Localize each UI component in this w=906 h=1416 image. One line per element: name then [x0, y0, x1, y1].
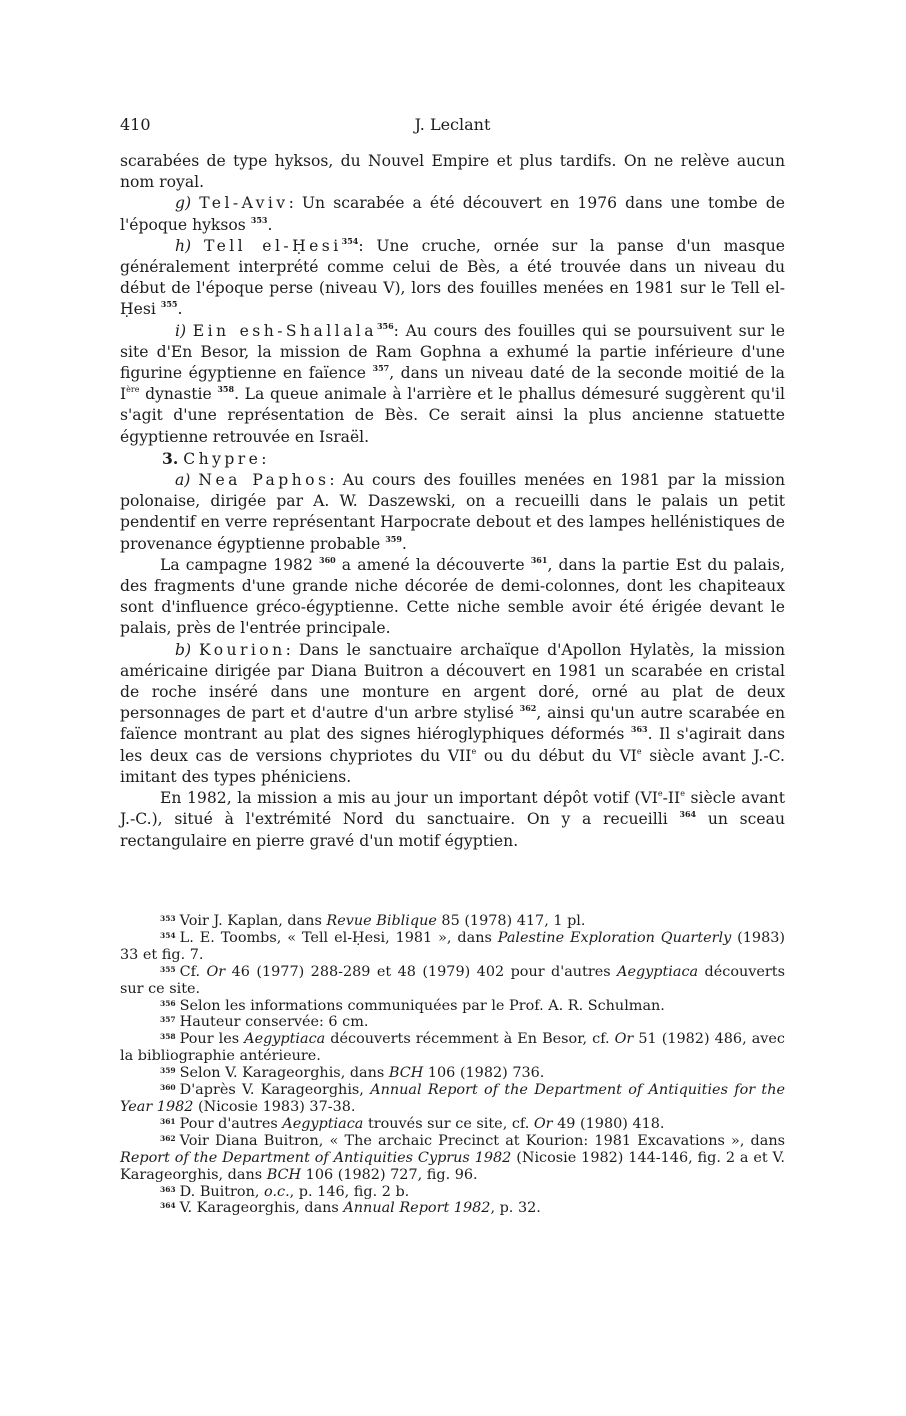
- footnote-number: 357: [160, 1015, 176, 1025]
- page-number: 410: [120, 115, 151, 134]
- text-span: , dans la partie Est du palais, des fragments d'une grande niche décorée de demi-colonnes, dont les chapiteaux sont d'influence gréco-égyptienne. Cette niche semble avoir été érigée devant le palais, près de l'entrée principale.: [120, 555, 785, 638]
- italic-title: Aegyptiaca: [617, 963, 699, 980]
- text-span: , p. 32.: [490, 1200, 541, 1217]
- italic-title: Palestine Exploration Quarterly: [497, 929, 732, 946]
- paragraph-tel-aviv: g) Tel-Aviv: Un scarabée a été découvert en 1976 dans une tombe de l'époque hyksos $^{353}$.: [120, 194, 785, 234]
- text-span: , ainsi qu'un autre scarabée en faïence montrant au plat des signes hiéroglyphiques déformés: [120, 704, 785, 744]
- italic-title: Or: [614, 1031, 634, 1048]
- footnote-number: 354: [160, 930, 176, 940]
- paragraph-ein-esh-shallala: [120, 321, 785, 448]
- text-span: . Il s'agirait dans les deux cas de versions chypriotes du VII: [120, 725, 785, 765]
- footnote-ref: 353: [250, 214, 268, 225]
- text-span: Hauteur conservée: 6 cm.: [179, 1014, 369, 1031]
- ordinal-suffix: ère: [126, 385, 140, 395]
- site-name: Kourion: [199, 640, 286, 659]
- text-span: découverts sur ce site.: [120, 963, 785, 997]
- text-span: 46 (1977) 288-289 et 48 (1979) 402 pour d'autres: [225, 963, 618, 980]
- footnote-number: 358: [160, 1032, 176, 1042]
- footnote-358: [120, 1031, 785, 1065]
- italic-title: Report of the Department of Antiquities Cyprus 1982: [120, 1149, 512, 1166]
- text-span: dynastie: [139, 385, 212, 404]
- text-span: : Au cours des fouilles menées en 1981 par la mission polonaise, dirigée par A. W. Daszewski, on a recueilli dans le palais un petit pendentif en verre représentant Harpocrate debout et des lampes hellénistiques de provenance égyptienne probable: [120, 471, 785, 553]
- item-label: i): [175, 321, 187, 340]
- footnote-number: 359: [160, 1066, 176, 1076]
- paragraph-campagne-1982: [120, 555, 785, 640]
- text-span: 85 (1978) 417, 1 pl.: [436, 913, 586, 929]
- footnote-353: [120, 913, 785, 930]
- text-span: (1983) 33 et fig. 7.: [120, 929, 786, 963]
- footnote-ref: 357: [372, 363, 390, 374]
- footnote-361: [120, 1116, 785, 1133]
- site-name: Nea Paphos: [198, 471, 330, 490]
- footnote-number: 360: [160, 1083, 176, 1093]
- footnote-ref: 364: [679, 809, 697, 820]
- text-span: scarabées de type hyksos, du Nouvel Empire et plus tardifs. On ne relève aucun nom royal.: [120, 152, 785, 192]
- running-title: J. Leclant: [414, 115, 491, 134]
- section-heading-chypre: 3. Chypre:: [162, 448, 267, 468]
- footnote-ref: 363: [630, 724, 648, 735]
- text-span: D'après V. Karageorghis,: [179, 1082, 371, 1099]
- item-label: h): [175, 236, 192, 255]
- text-span: 49 (1980) 418.: [552, 1115, 665, 1132]
- italic-title: BCH: [388, 1065, 424, 1082]
- text-span: ou du début du VI: [476, 746, 637, 765]
- text-span: D. Buitron,: [179, 1183, 265, 1200]
- footnote-364: [120, 1200, 785, 1217]
- footnote-360: [120, 1082, 785, 1116]
- footnote-ref: 359: [385, 533, 402, 544]
- footnote-number: 353: [160, 914, 176, 923]
- italic-title: BCH: [266, 1166, 302, 1183]
- text-span: 106 (1982) 727, fig. 96.: [301, 1166, 478, 1183]
- item-label: b): [175, 640, 192, 659]
- footnote-ref: 361: [530, 554, 548, 565]
- footnote-355: [120, 964, 785, 998]
- paragraph-tell-el-hesi: h) Tell el-Ḥesi$^{354}$: Une cruche, ornée sur la panse d'un masque généralement interprété comme celui de Bès, a été trouvée dans un niveau du début de l'époque perse (niveau V), lors des fouilles menées en 1981 sur le Tell el-Ḥesi $^{355}$.: [120, 235, 785, 319]
- site-name: Tell el-Ḥesi: [203, 236, 342, 255]
- text-span: : Un scarabée a été découvert en 1976 dans une tombe de l'époque hyksos: [120, 194, 785, 234]
- footnote-ref: 355: [160, 299, 178, 310]
- text-span: 106 (1982) 736.: [423, 1065, 545, 1082]
- paragraph-continued: [120, 151, 785, 193]
- italic-title: o.c.: [264, 1183, 290, 1200]
- text-span: En 1982, la mission a mis au jour un important dépôt votif (VI: [160, 789, 658, 808]
- text-span: L. E. Toombs, « Tell el-Ḥesi, 1981 », dans: [179, 929, 498, 946]
- text-span: La campagne 1982: [160, 555, 313, 574]
- text-span: Selon V. Karageorghis, dans: [179, 1065, 389, 1082]
- footnote-357: [120, 1014, 785, 1031]
- section-title: Chypre: [183, 449, 262, 468]
- italic-title: Aegyptiaca: [282, 1115, 364, 1132]
- text-span: Voir J. Kaplan, dans: [179, 913, 327, 929]
- footnote-359: [120, 1065, 785, 1082]
- item-label: a): [175, 471, 191, 490]
- footnote-363: [120, 1184, 785, 1201]
- footnote-number: 362: [160, 1133, 176, 1143]
- paragraph-nea-paphos: a) Nea Paphos: Au cours des fouilles menées en 1981 par la mission polonaise, dirigée par A. W. Daszewski, on a recueilli dans le palais un petit pendentif en verre représentant Harpocrate debout et des lampes hellénistiques de provenance égyptienne probable $^{359}$.: [120, 471, 785, 553]
- footnote-number: 363: [160, 1184, 176, 1194]
- text-span: Voir Diana Buitron, « The archaic Precinct at Kourion: 1981 Excavations », dans: [179, 1132, 785, 1149]
- footnote-ref: 356: [376, 320, 394, 331]
- footnote-ref: 360: [319, 554, 336, 565]
- text-span: siècle avant J.-C. imitant des types phéniciens.: [120, 746, 785, 786]
- footnote-number: 356: [160, 998, 176, 1008]
- text-span: Selon les informations communiquées par le Prof. A. R. Schulman.: [179, 997, 665, 1014]
- text-span: : Une cruche, ornée sur la panse d'un masque généralement interprété comme celui de Bès, a été trouvée dans un niveau du début de l'époque perse (niveau V), lors des fouilles menées en 1981 sur le Tell el-Ḥesi: [120, 236, 785, 319]
- text-span: a amené la découverte: [335, 555, 525, 574]
- text-span: Pour les: [179, 1031, 245, 1048]
- text-span: Pour d'autres: [179, 1115, 283, 1132]
- ordinal-suffix: e: [471, 746, 477, 756]
- italic-title: Annual Report 1982: [343, 1200, 491, 1217]
- text-span: (Nicosie 1982) 144-146, fig. 2 a et V. Karageorghis, dans: [120, 1149, 786, 1183]
- text-span: : Dans le sanctuaire archaïque d'Apollon Hylatès, la mission américaine dirigée par Diana Buitron a découvert en 1981 un scarabée en cristal de roche inséré dans une monture en argent doré, orné au plat de deux personnages de part et d'autre d'un arbre stylisé: [120, 640, 785, 723]
- footnote-ref: 362: [519, 703, 537, 714]
- footnote-number: 361: [160, 1116, 176, 1126]
- italic-title: Revue Biblique: [326, 913, 437, 929]
- footnotes: [120, 913, 785, 1217]
- footnote-ref: 354: [341, 235, 359, 246]
- paragraph-kourion: [120, 640, 785, 788]
- text-span: Cf.: [179, 963, 207, 980]
- footnote-ref: 358: [217, 384, 235, 395]
- text-span: V. Karageorghis, dans: [179, 1200, 344, 1217]
- item-label: g): [175, 194, 192, 213]
- italic-title: Or: [206, 963, 226, 980]
- text-span: . La queue animale à l'arrière et le phallus démesuré suggèrent qu'il s'agit d'une représentation de Bès. Ce serait ainsi la plus ancienne statuette égyptienne retrouvée en Israël.: [120, 385, 785, 446]
- footnote-362: [120, 1133, 785, 1184]
- body-text: [120, 151, 785, 852]
- footnote-number: 355: [160, 964, 176, 974]
- ordinal-suffix: e: [680, 789, 685, 799]
- text-span: 51 (1982) 486, avec la bibliographie antérieure.: [120, 1031, 785, 1065]
- italic-title: Aegyptiaca: [244, 1031, 326, 1048]
- text-span: découverts récemment à En Besor, cf.: [325, 1031, 615, 1048]
- site-name: Ein esh-Shallala: [192, 321, 377, 340]
- section-number: 3.: [162, 448, 179, 468]
- footnote-354: [120, 930, 785, 964]
- text-span: , p. 146, fig. 2 b.: [289, 1183, 410, 1200]
- text-span: (Nicosie 1983) 37-38.: [193, 1098, 356, 1115]
- footnote-number: 364: [160, 1201, 176, 1211]
- text-span: -II: [662, 789, 681, 808]
- text-span: trouvés sur ce site, cf.: [363, 1115, 534, 1132]
- site-name: Tel-Aviv: [199, 194, 289, 213]
- text-span: siècle avant J.-C.), situé à l'extrémité Nord du sanctuaire. On y a recueilli: [120, 789, 785, 829]
- page-header: [120, 115, 785, 141]
- ordinal-suffix: e: [657, 789, 663, 799]
- text-span: : Au cours des fouilles qui se poursuivent sur le site d'En Besor, la mission de Ram Gophna a exhumé la partie inférieure d'une figurine égyptienne en faïence: [120, 321, 785, 383]
- paragraph-depot-votif: [120, 788, 785, 852]
- ordinal-suffix: e: [636, 746, 642, 756]
- italic-title: Or: [533, 1115, 553, 1132]
- text-span: , dans un niveau daté de la seconde moitié de la I: [120, 364, 785, 404]
- italic-title: Annual Report of the Department of Antiquities for the Year 1982: [120, 1082, 785, 1115]
- footnote-356: [120, 998, 785, 1015]
- text-span: un sceau rectangulaire en pierre gravé d'un motif égyptien.: [120, 810, 785, 850]
